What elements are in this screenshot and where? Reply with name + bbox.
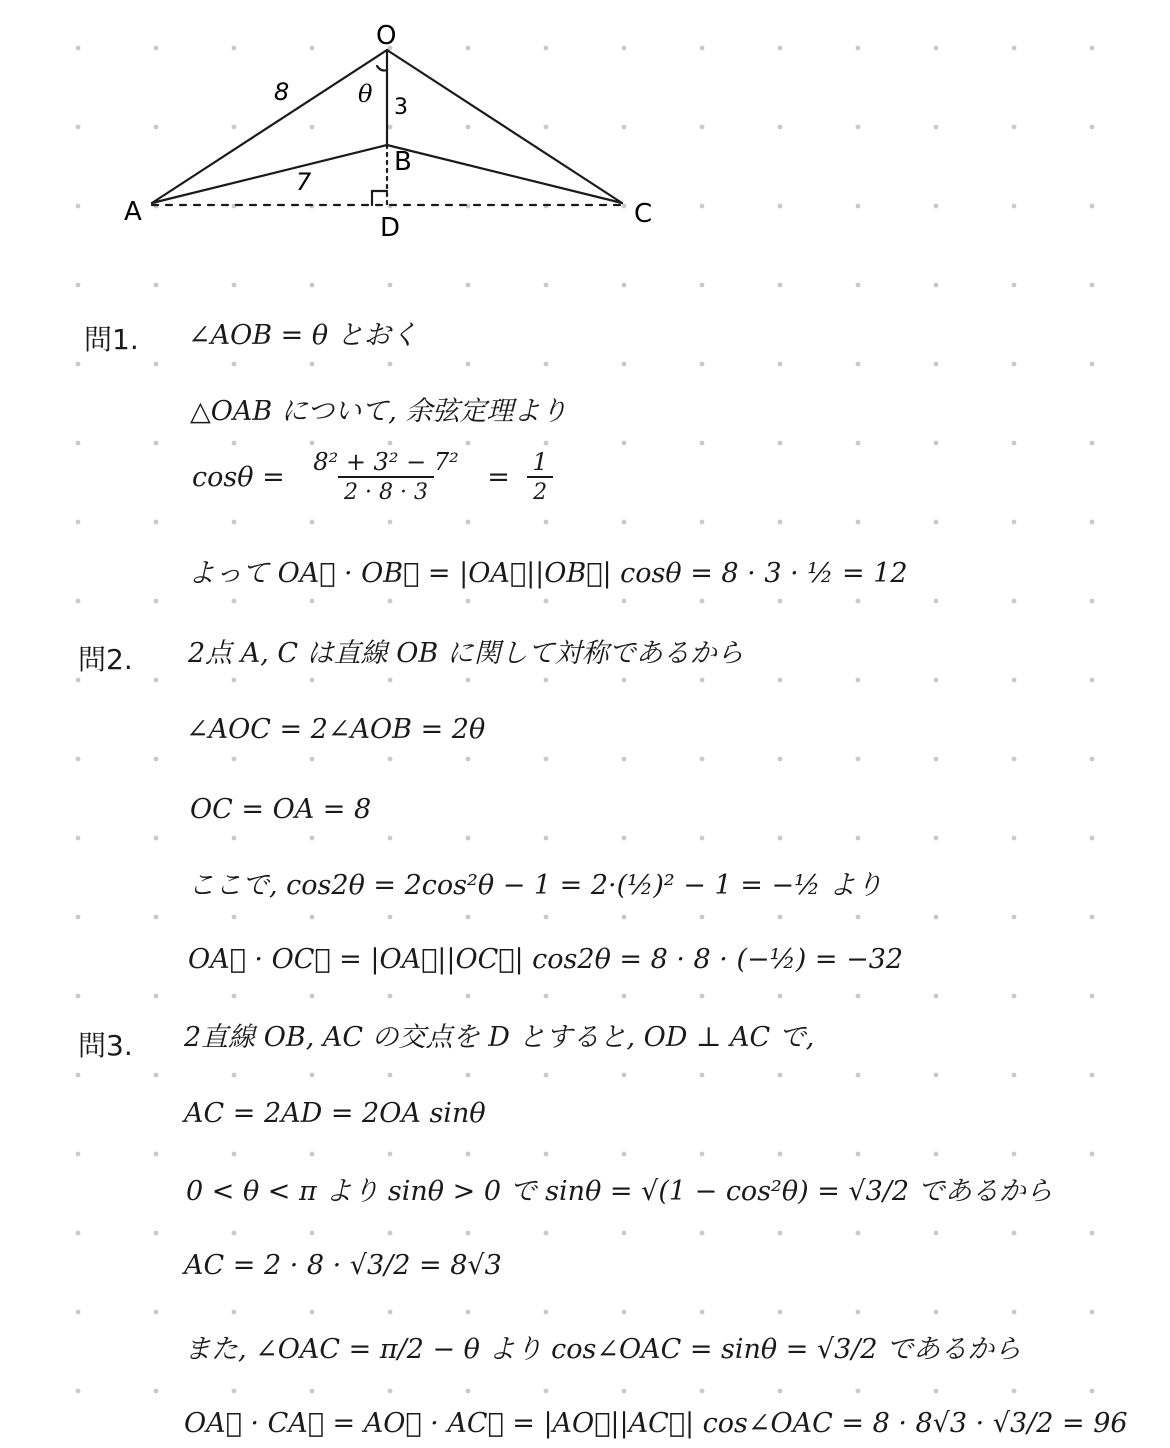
grid-dot <box>310 520 315 525</box>
right-angle-mark <box>372 191 387 205</box>
q2-line2: ∠AOC = 2∠AOB = 2θ <box>186 714 486 745</box>
grid-dot <box>934 994 939 999</box>
grid-dot <box>856 520 861 525</box>
grid-dot <box>856 915 861 920</box>
grid-dot <box>76 520 81 525</box>
grid-dot <box>154 283 159 288</box>
grid-dot <box>778 836 783 841</box>
grid-dot <box>778 1310 783 1315</box>
grid-dot <box>622 1389 627 1394</box>
q3-line1: 2直線 OB, AC の交点を D とすると, OD ⊥ AC で, <box>184 1022 815 1053</box>
grid-dot <box>76 1073 81 1078</box>
grid-dot <box>388 362 393 367</box>
grid-dot <box>1090 1389 1095 1394</box>
grid-dot <box>76 1310 81 1315</box>
grid-dot <box>622 283 627 288</box>
grid-dot <box>778 520 783 525</box>
grid-dot <box>856 994 861 999</box>
grid-dot <box>232 994 237 999</box>
q1-line3 <box>192 450 562 504</box>
grid-dot <box>1090 757 1095 762</box>
grid-dot <box>388 283 393 288</box>
grid-dot <box>622 520 627 525</box>
angle-theta: θ <box>358 80 373 108</box>
label-C: C <box>634 199 653 229</box>
grid-dot <box>310 441 315 446</box>
grid-dot <box>232 283 237 288</box>
grid-dot <box>544 757 549 762</box>
grid-dot <box>76 283 81 288</box>
grid-dot <box>154 1152 159 1157</box>
q1-fraction-denominator: 2 · 8 · 3 <box>338 476 434 504</box>
grid-dot <box>700 441 705 446</box>
grid-dot <box>622 362 627 367</box>
grid-dot <box>856 757 861 762</box>
grid-dot <box>388 1231 393 1236</box>
grid-dot <box>310 678 315 683</box>
grid-dot <box>856 1152 861 1157</box>
grid-dot <box>1012 678 1017 683</box>
grid-dot <box>1012 836 1017 841</box>
grid-dot <box>1090 678 1095 683</box>
grid-dot <box>154 599 159 604</box>
grid-dot <box>466 1073 471 1078</box>
triangle-figure <box>0 0 1170 260</box>
grid-dot <box>154 915 159 920</box>
grid-dot <box>934 599 939 604</box>
grid-dot <box>934 362 939 367</box>
length-OA: 8 <box>274 78 290 106</box>
grid-dot <box>388 915 393 920</box>
q3-label: 問3. <box>78 1029 133 1062</box>
grid-dot <box>310 757 315 762</box>
grid-dot <box>700 1310 705 1315</box>
grid-dot <box>310 599 315 604</box>
grid-dot <box>154 836 159 841</box>
grid-dot <box>154 441 159 446</box>
q2-line1: 2点 A, C は直線 OB に関して対称であるから <box>188 638 744 669</box>
grid-dot <box>700 599 705 604</box>
grid-dot <box>778 441 783 446</box>
grid-dot <box>1012 283 1017 288</box>
grid-dot <box>934 1073 939 1078</box>
grid-dot <box>310 915 315 920</box>
grid-dot <box>544 599 549 604</box>
grid-dot <box>934 836 939 841</box>
grid-dot <box>856 1231 861 1236</box>
grid-dot <box>622 599 627 604</box>
grid-dot <box>466 757 471 762</box>
grid-dot <box>232 599 237 604</box>
grid-dot <box>622 678 627 683</box>
grid-dot <box>466 362 471 367</box>
q3-line2: AC = 2AD = 2OA sinθ <box>184 1098 486 1129</box>
grid-dot <box>388 1073 393 1078</box>
grid-dot <box>310 836 315 841</box>
grid-dot <box>1012 362 1017 367</box>
segment-AB <box>152 145 387 203</box>
grid-dot <box>544 1073 549 1078</box>
grid-dot <box>934 757 939 762</box>
grid-dot <box>1090 1073 1095 1078</box>
grid-dot <box>232 1310 237 1315</box>
grid-dot <box>934 283 939 288</box>
grid-dot <box>388 994 393 999</box>
grid-dot <box>700 1073 705 1078</box>
grid-dot <box>934 1231 939 1236</box>
grid-dot <box>856 362 861 367</box>
label-A: A <box>124 197 142 227</box>
grid-dot <box>466 1389 471 1394</box>
grid-dot <box>388 836 393 841</box>
grid-dot <box>76 994 81 999</box>
q1-fraction-numerator: 8² + 3² − 7² <box>313 448 459 476</box>
q2-line4: ここで, cos2θ = 2cos²θ − 1 = 2·(½)² − 1 = −½ より <box>188 870 883 901</box>
grid-dot <box>934 441 939 446</box>
grid-dot <box>778 994 783 999</box>
grid-dot <box>466 836 471 841</box>
q3-line5: また, ∠OAC = π/2 − θ より cos∠OAC = sinθ = √3/2 であるから <box>184 1334 1022 1365</box>
q1-line3-head: cosθ = <box>192 461 285 493</box>
grid-dot <box>310 283 315 288</box>
grid-dot <box>232 441 237 446</box>
grid-dot <box>310 1389 315 1394</box>
q1-fraction <box>307 450 464 504</box>
q2-line5: OA⃗ · OC⃗ = |OA⃗||OC⃗| cos2θ = 8 · 8 · (−½) = −32 <box>188 944 904 975</box>
grid-dot <box>544 915 549 920</box>
grid-dot <box>778 757 783 762</box>
grid-dot <box>1012 1389 1017 1394</box>
grid-dot <box>544 362 549 367</box>
grid-dot <box>856 1310 861 1315</box>
grid-dot <box>778 1231 783 1236</box>
grid-dot <box>856 678 861 683</box>
grid-dot <box>622 1231 627 1236</box>
grid-dot <box>232 836 237 841</box>
grid-dot <box>1090 1152 1095 1157</box>
grid-dot <box>466 1310 471 1315</box>
grid-dot <box>934 915 939 920</box>
grid-dot <box>388 678 393 683</box>
grid-dot <box>232 362 237 367</box>
grid-dot <box>388 520 393 525</box>
grid-dot <box>700 836 705 841</box>
grid-dot <box>466 915 471 920</box>
grid-dot <box>1090 441 1095 446</box>
grid-dot <box>622 994 627 999</box>
grid-dot <box>700 362 705 367</box>
grid-dot <box>700 1231 705 1236</box>
segment-OA <box>152 50 387 203</box>
grid-dot <box>778 678 783 683</box>
grid-dot <box>388 441 393 446</box>
grid-dot <box>310 994 315 999</box>
grid-dot <box>1090 362 1095 367</box>
segment-OC <box>387 50 622 203</box>
grid-dot <box>1090 520 1095 525</box>
grid-dot <box>1012 1152 1017 1157</box>
grid-dot <box>934 678 939 683</box>
grid-dot <box>154 1389 159 1394</box>
grid-dot <box>856 441 861 446</box>
angle-arc <box>377 66 387 71</box>
grid-dot <box>700 757 705 762</box>
grid-dot <box>934 1389 939 1394</box>
grid-dot <box>622 1310 627 1315</box>
grid-dot <box>232 1231 237 1236</box>
grid-dot <box>1012 599 1017 604</box>
grid-dot <box>76 1389 81 1394</box>
grid-dot <box>1012 1310 1017 1315</box>
q1-result-denominator: 2 <box>527 476 553 504</box>
grid-dot <box>466 283 471 288</box>
grid-dot <box>76 678 81 683</box>
grid-dot <box>1090 283 1095 288</box>
grid-dot <box>466 678 471 683</box>
grid-dot <box>1090 1231 1095 1236</box>
q1-line3-equals: = <box>487 461 510 493</box>
grid-dot <box>544 441 549 446</box>
grid-dot <box>466 599 471 604</box>
grid-dot <box>1012 520 1017 525</box>
grid-dot <box>778 915 783 920</box>
grid-dot <box>700 1152 705 1157</box>
grid-dot <box>544 520 549 525</box>
grid-dot <box>1012 441 1017 446</box>
grid-dot <box>76 1231 81 1236</box>
grid-dot <box>1090 836 1095 841</box>
grid-dot <box>1012 1231 1017 1236</box>
label-O: O <box>376 21 397 51</box>
grid-dot <box>622 1073 627 1078</box>
label-D: D <box>380 213 401 243</box>
grid-dot <box>778 362 783 367</box>
grid-dot <box>76 441 81 446</box>
q1-result-numerator: 1 <box>532 448 548 476</box>
grid-dot <box>544 836 549 841</box>
grid-dot <box>1012 915 1017 920</box>
grid-dot <box>232 915 237 920</box>
grid-dot <box>466 1231 471 1236</box>
grid-dot <box>856 1389 861 1394</box>
grid-dot <box>76 757 81 762</box>
q1-line1: ∠AOB = θ とおく <box>188 320 418 351</box>
grid-dot <box>154 1231 159 1236</box>
grid-dot <box>856 599 861 604</box>
grid-dot <box>1090 915 1095 920</box>
grid-dot <box>232 1389 237 1394</box>
grid-dot <box>700 1389 705 1394</box>
q2-line3: OC = OA = 8 <box>190 794 372 825</box>
grid-dot <box>934 1310 939 1315</box>
grid-dot <box>232 1152 237 1157</box>
label-B: B <box>394 147 412 177</box>
grid-dot <box>76 1152 81 1157</box>
grid-dot <box>76 599 81 604</box>
grid-dot <box>154 362 159 367</box>
grid-dot <box>1012 1073 1017 1078</box>
grid-dot <box>856 836 861 841</box>
grid-dot <box>700 915 705 920</box>
grid-dot <box>310 1073 315 1078</box>
grid-dot <box>154 1310 159 1315</box>
grid-dot <box>778 1152 783 1157</box>
grid-dot <box>388 757 393 762</box>
grid-dot <box>1090 994 1095 999</box>
grid-dot <box>388 1389 393 1394</box>
grid-dot <box>466 441 471 446</box>
grid-dot <box>232 520 237 525</box>
grid-dot <box>544 1231 549 1236</box>
length-AB: 7 <box>296 168 312 196</box>
grid-dot <box>388 599 393 604</box>
grid-dot <box>76 915 81 920</box>
grid-dot <box>388 1310 393 1315</box>
grid-dot <box>856 1073 861 1078</box>
q1-label: 問1. <box>84 323 139 356</box>
grid-dot <box>1090 1310 1095 1315</box>
grid-dot <box>544 1310 549 1315</box>
grid-dot <box>778 283 783 288</box>
grid-dot <box>700 283 705 288</box>
grid-dot <box>1090 599 1095 604</box>
grid-dot <box>232 678 237 683</box>
grid-dot <box>154 520 159 525</box>
grid-dot <box>700 994 705 999</box>
grid-dot <box>76 836 81 841</box>
grid-dot <box>700 520 705 525</box>
grid-dot <box>544 283 549 288</box>
q3-line3: 0 < θ < π より sinθ > 0 で sinθ = √(1 − cos²θ) = √3/2 であるから <box>186 1176 1053 1207</box>
grid-dot <box>700 678 705 683</box>
grid-dot <box>622 915 627 920</box>
grid-dot <box>622 836 627 841</box>
grid-dot <box>622 757 627 762</box>
grid-dot <box>154 678 159 683</box>
grid-dot <box>544 1152 549 1157</box>
grid-dot <box>778 1389 783 1394</box>
grid-dot <box>388 1152 393 1157</box>
grid-dot <box>154 994 159 999</box>
grid-dot <box>310 362 315 367</box>
q1-line4: よって OA⃗ · OB⃗ = |OA⃗||OB⃗| cosθ = 8 · 3 · ½ = 12 <box>188 558 908 589</box>
grid-dot <box>544 994 549 999</box>
segment-BC <box>387 145 622 203</box>
q2-label: 問2. <box>78 643 133 676</box>
q3-line6: OA⃗ · CA⃗ = AO⃗ · AC⃗ = |AO⃗||AC⃗| cos∠OAC = 8 · 8√3 · √3/2 = 96 <box>184 1408 1128 1439</box>
grid-dot <box>856 283 861 288</box>
grid-dot <box>310 1152 315 1157</box>
grid-dot <box>778 1073 783 1078</box>
q1-result-fraction <box>527 450 554 504</box>
grid-dot <box>310 1310 315 1315</box>
grid-dot <box>778 599 783 604</box>
grid-dot <box>1012 994 1017 999</box>
grid-dot <box>466 520 471 525</box>
grid-dot <box>622 1152 627 1157</box>
grid-dot <box>310 1231 315 1236</box>
grid-dot <box>544 678 549 683</box>
grid-dot <box>76 362 81 367</box>
length-OB: 3 <box>394 95 408 120</box>
grid-dot <box>934 520 939 525</box>
q1-line2: △OAB について, 余弦定理より <box>190 396 568 427</box>
grid-dot <box>466 994 471 999</box>
grid-dot <box>154 757 159 762</box>
grid-dot <box>622 441 627 446</box>
q3-line4: AC = 2 · 8 · √3/2 = 8√3 <box>184 1250 502 1281</box>
grid-dot <box>154 1073 159 1078</box>
grid-dot <box>544 1389 549 1394</box>
grid-dot <box>232 757 237 762</box>
grid-dot <box>232 1073 237 1078</box>
grid-dot <box>466 1152 471 1157</box>
grid-dot <box>934 1152 939 1157</box>
grid-dot <box>1012 757 1017 762</box>
